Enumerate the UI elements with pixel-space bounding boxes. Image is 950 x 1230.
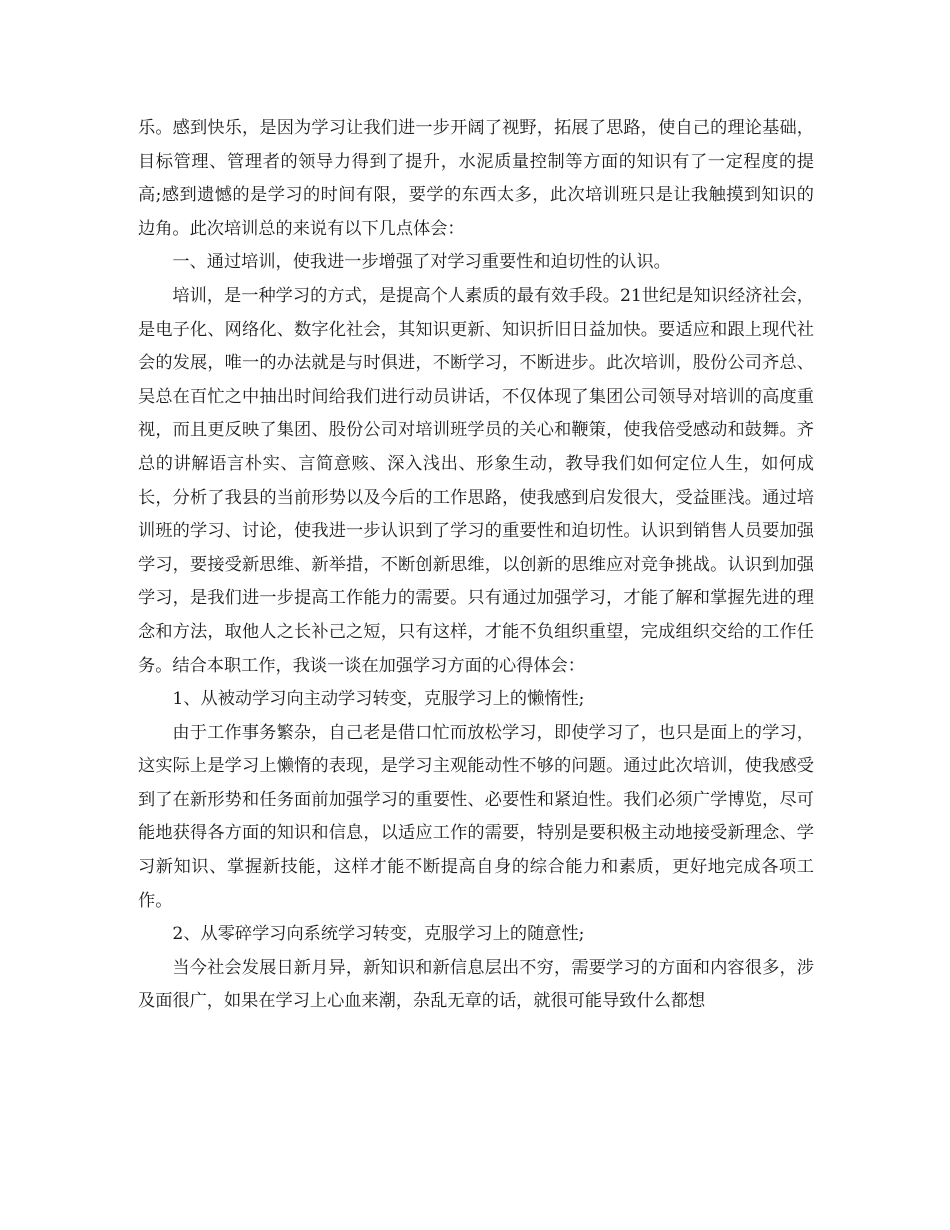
paragraph-3: 由于工作事务繁杂，自己老是借口忙而放松学习，即使学习了，也只是面上的学习，这实际上是学习上懒惰的表现，是学习主观能动性不够的问题。通过此次培训，使我感受到了在新形势和任务面前加强学习的重要性、必要性和紧迫性。我们必须广学博览，尽可能地获得各方面的知识和信息，以适应工作的需要，特别是要积极主动地接受新理念、学习新知识、掌握新技能，这样才能不断提高自身的综合能力和素质，更好地完成各项工作。	[138, 722, 814, 911]
subheading-1: 1、从被动学习向主动学习转变，克服学习上的懒惰性;	[172, 689, 585, 710]
section-heading-1: 一、通过培训，使我进一步增强了对学习重要性和迫切性的认识。	[172, 252, 671, 273]
document-body	[138, 112, 814, 1019]
paragraph-1: 乐。感到快乐，是因为学习让我们进一步开阔了视野，拓展了思路，使自己的理论基础，目标管理、管理者的领导力得到了提升，水泥质量控制等方面的知识有了一定程度的提高;感到遗憾的是学习的时间有限，要学的东西太多，此次培训班只是让我触摸到知识的边角。此次培训总的来说有以下几点体会：	[138, 118, 814, 239]
subheading-2: 2、从零碎学习向系统学习转变，克服学习上的随意性;	[172, 924, 585, 945]
paragraph-2: 培训，是一种学习的方式，是提高个人素质的最有效手段。21世纪是知识经济社会，是电子化、网络化、数字化社会，其知识更新、知识折旧日益加快。要适应和跟上现代社会的发展，唯一的办法就是与时俱进，不断学习，不断进步。此次培训，股份公司齐总、吴总在百忙之中抽出时间给我们进行动员讲话，不仅体现了集团公司领导对培训的高度重视，而且更反映了集团、股份公司对培训班学员的关心和鞭策，使我倍受感动和鼓舞。齐总的讲解语言朴实、言简意赅、深入浅出、形象生动，教导我们如何定位人生，如何成长，分析了我县的当前形势以及今后的工作思路，使我感到启发很大，受益匪浅。通过培训班的学习、讨论，使我进一步认识到了学习的重要性和迫切性。认识到销售人员要加强学习，要接受新思维、新举措，不断创新思维，以创新的思维应对竞争挑战。认识到加强学习，是我们进一步提高工作能力的需要。只有通过加强学习，才能了解和掌握先进的理念和方法，取他人之长补己之短，只有这样，才能不负组织重望，完成组织交给的工作任务。结合本职工作，我谈一谈在加强学习方面的心得体会：	[138, 285, 814, 676]
paragraph-4: 当今社会发展日新月异，新知识和新信息层出不穷，需要学习的方面和内容很多，涉及面很广，如果在学习上心血来潮，杂乱无章的话，就很可能导致什么都想	[138, 957, 814, 1012]
